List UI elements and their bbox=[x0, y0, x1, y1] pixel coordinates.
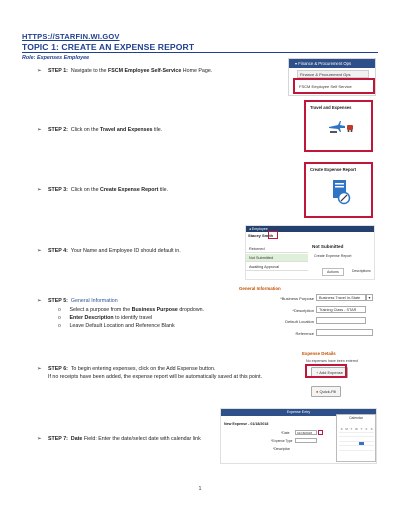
actions-button: Actions bbox=[322, 268, 344, 276]
screenshot-expense-entry bbox=[220, 408, 377, 464]
bullet-circle-icon: o bbox=[58, 315, 61, 321]
highlight-box bbox=[293, 78, 375, 94]
status-row-returned: Returned bbox=[246, 245, 308, 253]
quick-fill-button bbox=[311, 386, 341, 397]
role-value: Expenses Employee bbox=[36, 55, 90, 61]
weekday-label: T bbox=[360, 427, 363, 431]
role-label: Role: bbox=[22, 55, 36, 61]
step-label: STEP 4: bbox=[48, 248, 68, 254]
tile-title: Travel and Expenses bbox=[310, 105, 352, 110]
expense-type-label: *Expense Type bbox=[271, 439, 293, 443]
description-label: *Description bbox=[292, 308, 314, 313]
step-text: Click on the bbox=[70, 127, 99, 133]
header-divider bbox=[22, 52, 378, 53]
create-report-link: Create Expense Report bbox=[314, 254, 352, 258]
step-bold: Create Expense Report bbox=[100, 187, 159, 193]
screenshot-employee-panel bbox=[245, 225, 375, 280]
step-5-bullet-1 bbox=[58, 307, 204, 314]
step-bold: FSCM Employee Self-Service bbox=[108, 68, 182, 74]
step-text: Home Page. bbox=[182, 68, 213, 74]
step-label: STEP 1: bbox=[48, 68, 68, 74]
new-expense-title: New Expense - 01/18/2018 bbox=[224, 422, 269, 426]
calendar-title: Calendar bbox=[349, 416, 363, 420]
status-row-not-submitted: Not Submitted bbox=[246, 254, 308, 262]
weekday-label: T bbox=[350, 427, 353, 431]
nav-header: ▾ Finance & Procurement Ops bbox=[289, 59, 375, 68]
expense-details-title: Expense Details bbox=[302, 351, 336, 356]
panel-header: ◂ Employee bbox=[246, 226, 374, 232]
weekday-label: W bbox=[355, 427, 358, 431]
step-text: tile. bbox=[153, 127, 163, 133]
bullet-text: Select a purpose from the bbox=[69, 307, 131, 313]
step-text: tile. bbox=[159, 187, 169, 193]
step-text: Navigate to the bbox=[70, 68, 107, 74]
expense-entry-bar: Expense Entry bbox=[221, 409, 376, 416]
calendar-grid bbox=[339, 427, 375, 454]
highlight-box bbox=[305, 364, 347, 378]
step-label: STEP 7: bbox=[48, 436, 68, 442]
topic-title: TOPIC 1: CREATE AN EXPENSE REPORT bbox=[22, 42, 195, 52]
step-4 bbox=[37, 248, 267, 255]
step-label: STEP 5: bbox=[48, 298, 68, 304]
descriptions-header: Descriptions bbox=[352, 269, 371, 273]
bullet-circle-icon: o bbox=[58, 323, 61, 329]
role-line bbox=[22, 55, 89, 61]
page-number: 1 bbox=[198, 486, 202, 492]
general-information-title: General Information bbox=[239, 286, 281, 291]
bullet-arrow-icon: ➢ bbox=[37, 298, 42, 304]
step-6-line-2 bbox=[37, 374, 317, 381]
weekday-label: S bbox=[340, 427, 343, 431]
add-expense-label: Add Expense bbox=[319, 370, 344, 375]
step-6 bbox=[37, 366, 317, 373]
step-title: General Information bbox=[70, 298, 118, 304]
step-text: If no receipts have been added, the expense report will be automatically saved at this point. bbox=[48, 374, 263, 380]
step-text: To begin entering expenses, click on the Add Expense button. bbox=[70, 366, 216, 372]
step-5 bbox=[37, 298, 267, 305]
weekday-label: M bbox=[345, 427, 348, 431]
highlight-box bbox=[268, 231, 278, 239]
step-bold: Travel and Expenses bbox=[100, 127, 153, 133]
default-location-field bbox=[316, 317, 366, 324]
bullet-circle-icon: o bbox=[58, 307, 61, 313]
tile-title: Create Expense Report bbox=[310, 167, 357, 172]
source-url[interactable]: HTTPS://STARFIN.WI.GOV bbox=[22, 32, 120, 41]
default-location-label: Default Location bbox=[285, 319, 314, 324]
calendar-popup bbox=[336, 414, 376, 462]
weekday-label: S bbox=[370, 427, 373, 431]
step-label: STEP 3: bbox=[48, 187, 68, 193]
highlight-box bbox=[304, 100, 373, 152]
description-label: *Description bbox=[273, 447, 291, 451]
menu-item-finance: Finance & Procurement Ops bbox=[297, 70, 369, 78]
quick-fill-icon: ● bbox=[316, 389, 319, 394]
no-expenses-note: No expenses have been entered bbox=[306, 359, 358, 363]
bullet-text: Leave Default Location and Reference Blank bbox=[69, 323, 175, 329]
step-5-bullet-2 bbox=[58, 315, 152, 322]
step-1 bbox=[37, 68, 267, 75]
weekday-label: F bbox=[365, 427, 368, 431]
description-field: Training Class - STAR bbox=[316, 306, 366, 313]
step-text: Click on the bbox=[70, 187, 99, 193]
calendar-day-cell bbox=[369, 450, 374, 455]
step-text: Field: Enter the date/select date with calendar link bbox=[83, 436, 201, 442]
bullet-text: dropdown. bbox=[179, 307, 205, 313]
business-purpose-dropdown: Business Travel In-State bbox=[316, 294, 366, 301]
date-label: *Date bbox=[281, 431, 290, 435]
step-2 bbox=[37, 127, 267, 134]
menu-item-fscm-ess: FSCM Employee Self Service bbox=[299, 84, 352, 89]
quick-fill-label: Quick-Fill bbox=[319, 389, 337, 394]
step-5-bullet-3 bbox=[58, 323, 175, 330]
step-bold: Date bbox=[70, 436, 83, 442]
employee-name: Stacey Smith bbox=[248, 233, 274, 238]
date-field: 01/18/2018 bbox=[295, 430, 317, 435]
status-row-awaiting: Awaiting Approval bbox=[246, 263, 308, 271]
step-label: STEP 2: bbox=[48, 127, 68, 133]
step-3 bbox=[37, 187, 267, 194]
bullet-text: to identify travel bbox=[115, 315, 153, 321]
bullet-bold: Enter Description bbox=[69, 315, 114, 321]
step-text: Your Name and Employee ID should default in. bbox=[70, 248, 181, 254]
bullet-arrow-icon: ➢ bbox=[37, 436, 42, 442]
expense-type-field bbox=[295, 438, 317, 443]
bullet-arrow-icon: ➢ bbox=[37, 127, 42, 133]
not-submitted-title: Not Submitted bbox=[312, 244, 344, 249]
bullet-arrow-icon: ➢ bbox=[37, 68, 42, 74]
bullet-arrow-icon: ➢ bbox=[37, 248, 42, 254]
chevron-down-icon: ▾ bbox=[366, 294, 373, 301]
calendar-icon bbox=[318, 430, 323, 435]
plus-icon: + bbox=[316, 370, 319, 375]
reference-label: Reference bbox=[295, 331, 314, 336]
bullet-arrow-icon: ➢ bbox=[37, 187, 42, 193]
highlight-box bbox=[304, 162, 373, 218]
reference-field bbox=[316, 329, 373, 336]
step-label: STEP 6: bbox=[48, 366, 68, 372]
bullet-arrow-icon: ➢ bbox=[37, 366, 42, 372]
business-purpose-label: *Business Purpose bbox=[280, 296, 314, 301]
bullet-bold: Business Purpose bbox=[131, 307, 178, 313]
